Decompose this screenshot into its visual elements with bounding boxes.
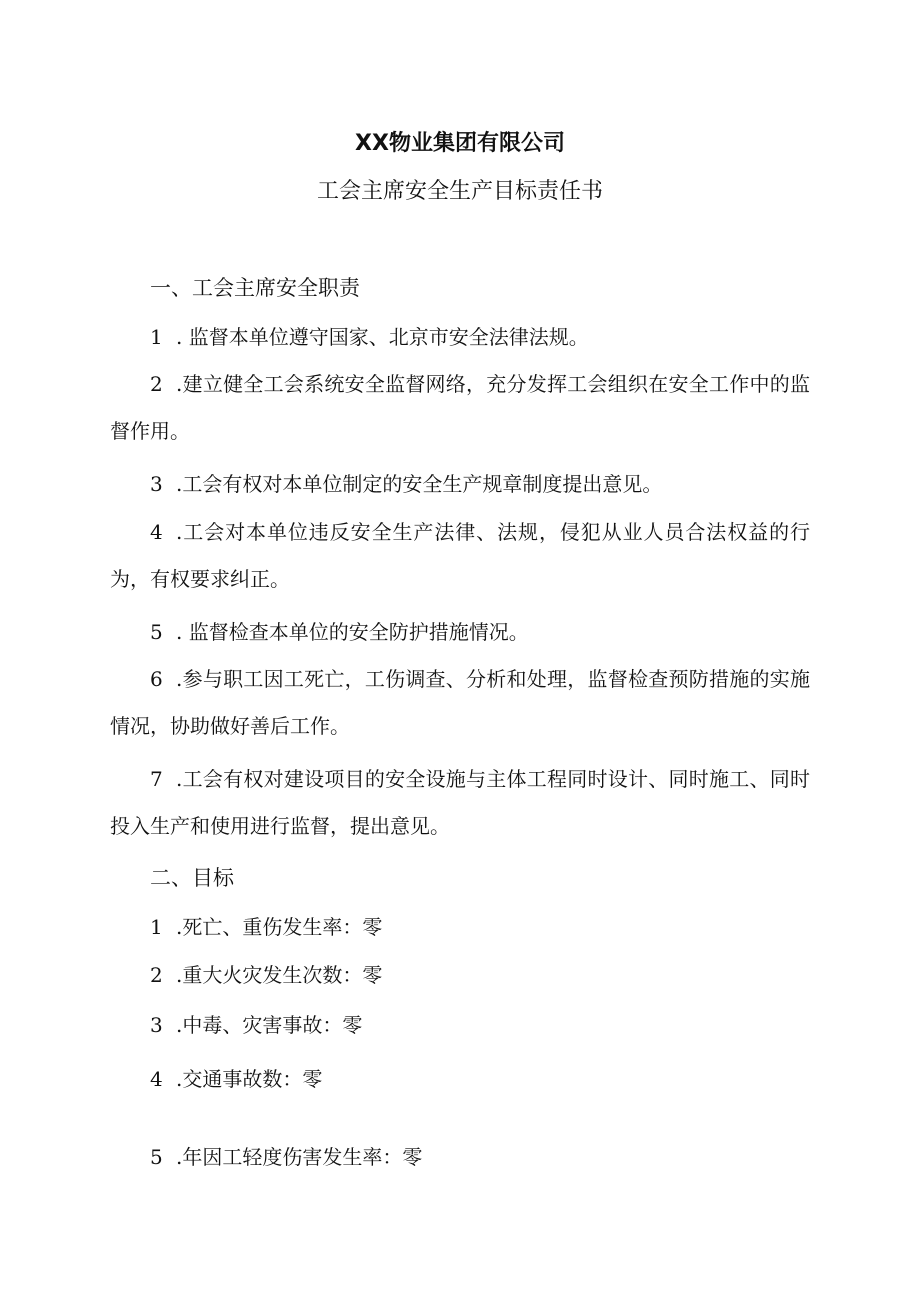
item-text: .重大火灾发生次数：零 [176,963,383,987]
item-text: .年因工轻度伤害发生率：零 [176,1145,423,1169]
section-2-heading: 二、目标 [150,866,234,890]
item-number: 7 [150,767,163,791]
item-number: 5 [150,1145,163,1169]
item-number: 3 [150,472,163,496]
item-text: .参与职工因工死亡，工伤调查、分析和处理，监督检查预防措施的实施情况，协助做好善后工作。 [110,667,810,738]
duty-item-6 [110,656,810,750]
item-number: 4 [150,1067,163,1091]
item-number: 1 [150,915,163,939]
item-text: .建立健全工会系统安全监督网络，充分发挥工会组织在安全工作中的监督作用。 [110,372,810,443]
duty-item-7 [110,756,810,850]
item-number: 6 [150,667,163,691]
duty-item-1 [110,314,810,361]
goal-item-4 [110,1056,810,1103]
item-text: .工会有权对本单位制定的安全生产规章制度提出意见。 [176,472,663,496]
item-number: 1 [150,325,163,349]
item-number: 3 [150,1013,163,1037]
item-text: .中毒、灾害事故：零 [176,1013,363,1037]
duty-item-3 [110,461,810,508]
item-text: . 监督检查本单位的安全防护措施情况。 [176,620,529,644]
item-number: 4 [150,520,163,544]
goal-item-5 [110,1134,810,1181]
company-name: XX物业集团有限公司 [355,131,565,156]
document-title: 工会主席安全生产目标责任书 [316,179,603,204]
item-number: 2 [150,372,163,396]
item-text: . 监督本单位遵守国家、北京市安全法律法规。 [176,325,589,349]
item-text: .工会对本单位违反安全生产法律、法规，侵犯从业人员合法权益的行为，有权要求纠正。 [110,520,810,591]
item-number: 5 [150,620,163,644]
goal-item-1 [110,904,810,951]
item-number: 2 [150,963,163,987]
item-text: .工会有权对建设项目的安全设施与主体工程同时设计、同时施工、同时投入生产和使用进行监督，提出意见。 [110,767,810,838]
duty-item-5 [110,609,810,656]
goal-item-3 [110,1002,810,1049]
goal-item-2 [110,952,810,999]
duty-item-2 [110,361,810,455]
section-1-heading: 一、工会主席安全职责 [150,276,360,300]
item-text: .交通事故数：零 [176,1067,323,1091]
duty-item-4 [110,509,810,603]
item-text: .死亡、重伤发生率：零 [176,915,383,939]
